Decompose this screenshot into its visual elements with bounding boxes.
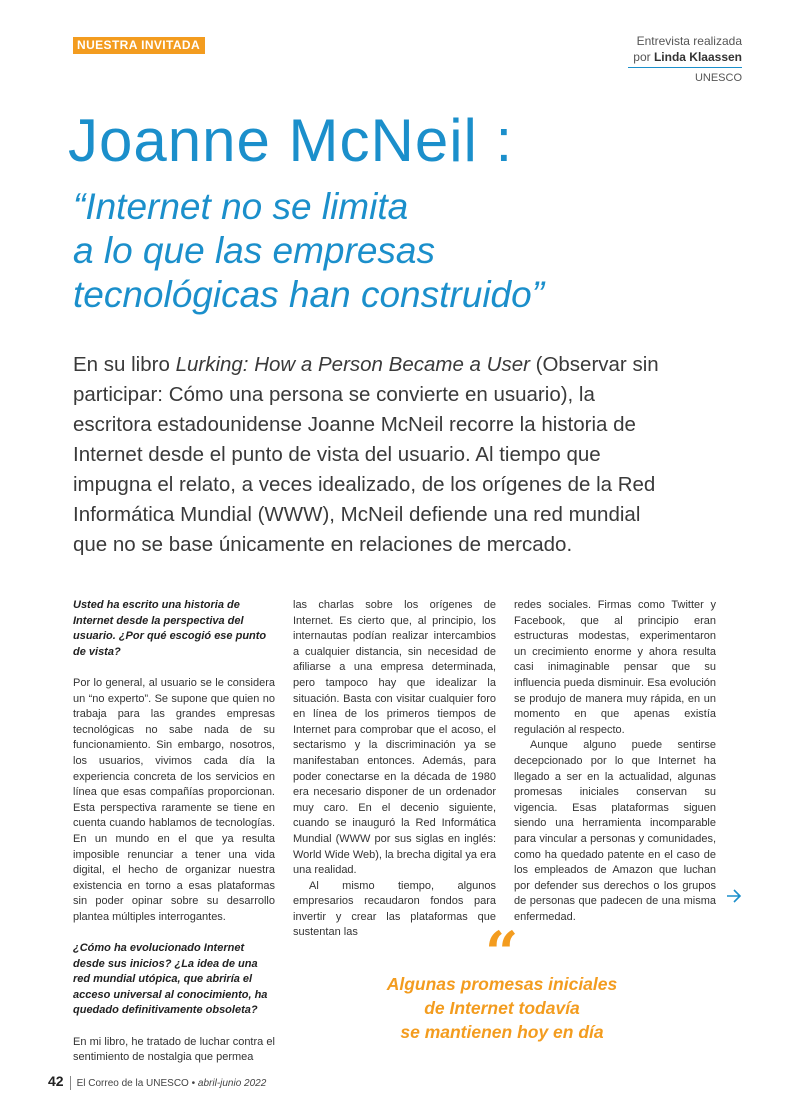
page-number: 42 [48,1073,64,1089]
credit-author [633,49,742,65]
interview-answer: Aunque alguno puede sentirse decepcionado por lo que Internet ha llegado a ser en la actualidad, algunas promesas iniciales conservan su vigencia. Esas plataformas siguen siendo una herramienta incomparable para vincular a personas y comunidades, como ha quedado patente en el caso de los empleados de Amazon que luchan por defender sus derechos o los grupos de personas que padecen de una misma enfermedad. [514,739,716,923]
credit-organization: UNESCO [694,72,742,84]
interview-answer: redes sociales. Firmas como Twitter y Facebook, que al principio eran estructuras modestas, experimentaron un crecimiento enorme y ahora resulta casi inimaginable pensar que su influencia pueda disminuir. Esa evolución se produjo de manera muy rápida, en un momento en que apenas existía regulación al respecto. [514,599,716,736]
publication-name: El Correo de la UNESCO [76,1078,189,1089]
credit-name: Linda Klaassen [653,50,742,64]
section-tag: NUESTRA INVITADA [73,37,205,54]
interview-question: ¿Cómo ha evolucionado Internet desde sus inicios? ¿La idea de una red mundial utópica, que abriría el acceso universal al conocimiento, ha quedado definitivamente obsoleta? [73,942,268,1017]
arrow-right-icon[interactable] [726,887,742,907]
interview-answer: En mi libro, he tratado de luchar contra el sentimiento de nostalgia que permea [73,1035,275,1064]
credit-line: Entrevista realizada [636,34,742,48]
pull-quote-line: se mantienen hoy en día [400,1022,604,1042]
article-subtitle [73,185,693,317]
credit-prefix: por [633,50,651,64]
subtitle-line: “Internet no se limita [73,186,409,227]
pull-quote-line: de Internet todavía [424,998,580,1018]
column-2 [293,598,496,941]
column-3 [514,598,716,925]
interview-answer: Al mismo tiempo, algunos empresarios recaudaron fondos para invertir y crear las plataformas que sustentan las [293,879,496,939]
lead-text: (Observar sin participar: Cómo una persona se convierte en usuario), la escritora estadounidense Joanne McNeil recorre la historia de Internet desde el punto de vista del usuario. Al tiempo que impugna el relato, a veces idealizado, de los orígenes de la Red Informática Mundial (WWW), McNeil defiende una red mundial que no se base únicamente en relaciones de mercado. [73,353,659,556]
interview-credit [633,33,742,65]
lead-text: En su libro [73,353,176,376]
credit-divider [628,67,742,68]
lead-paragraph [73,350,673,560]
interview-answer: Por lo general, al usuario se le considera un “no experto”. Se supone que quien no trabaja para las grandes empresas tecnológicas no sabe nada de su funcionamiento. Sin embargo, nosotros, los usuarios, vivimos cada día la experiencia concreta de los servicios en línea que esas compañías proporcionan. Esta perspectiva raramente se tiene en cuenta cuando hablamos de tecnologías. En un mundo en el que ya resulta imposible renunciar a tener una vida digital, el hecho de organizar nuestra existencia en torno a esas plataformas sin poder opinar sobre su desarrollo plantea múltiples interrogantes. [73,676,275,923]
interview-answer: las charlas sobre los orígenes de Internet. Es cierto que, al principio, los internautas podían realizar intercambios a cualquier distancia, sin necesidad de afiliarse a una empresa determinada, pero tampoco hay que idealizar la situación. Basta con visitar cualquier foro en línea de los primeros tiempos de Internet para comprobar que el acoso, el sectarismo y la discriminación ya se manifestaban entonces. Además, para poder conectarse en la década de 1980 era necesario disponer de un ordenador muy caro. En el decenio siguiente, cuando se inauguró la Red Informática Mundial (WWW por sus siglas en inglés: World Wide Web), la brecha digital ya era una realidad. [293,599,496,877]
subtitle-line: tecnológicas han construido” [73,274,545,315]
issue-date: abril-junio 2022 [197,1078,267,1089]
book-title: Lurking: How a Person Became a User [175,353,530,376]
interview-question: Usted ha escrito una historia de Internet desde la perspectiva del usuario. ¿Por qué escogió ese punto de vista? [73,599,267,658]
article-title: Joanne McNeil : [68,107,514,174]
footer-divider [70,1076,71,1090]
column-1 [73,598,275,1066]
pull-quote-line: Algunas promesas iniciales [386,974,618,994]
quote-mark-icon: “ [485,919,519,987]
subtitle-line: a lo que las empresas [73,230,435,271]
pull-quote [350,972,654,1044]
page-footer [48,1073,266,1090]
footer-separator: • [191,1078,196,1089]
